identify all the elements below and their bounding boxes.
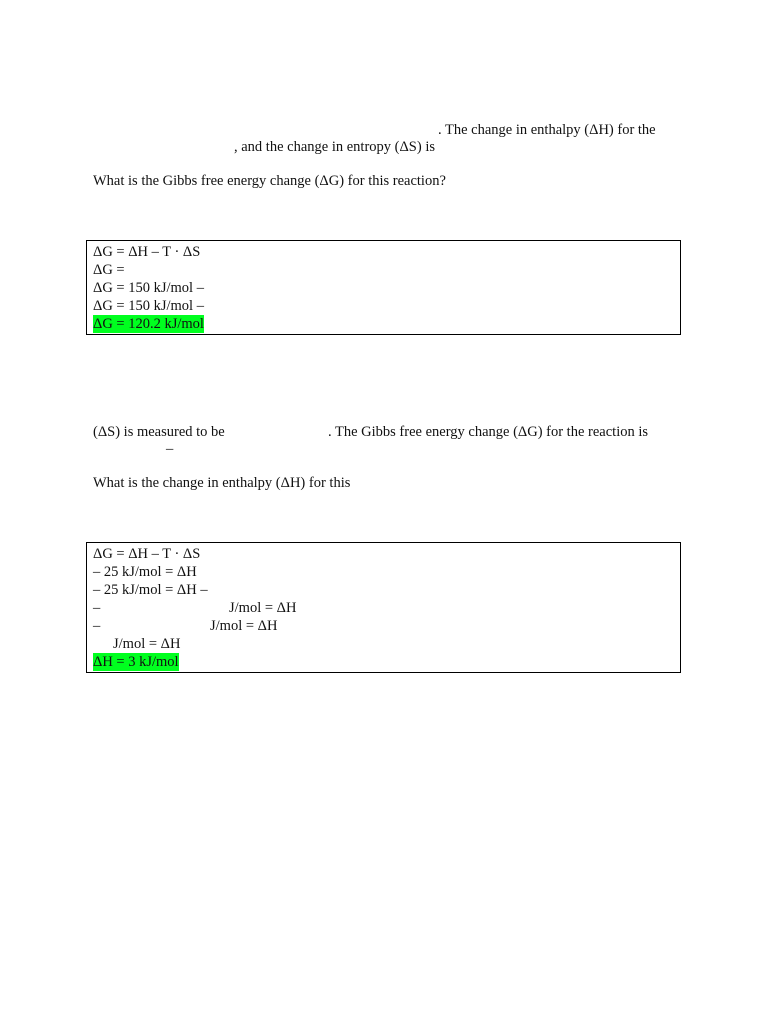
p2-text-line1-right: . The Gibbs free energy change (ΔG) for the reaction is — [328, 424, 649, 440]
p2-solution-step-4-dash: – — [93, 600, 101, 616]
p2-solution-step-2: – 25 kJ/mol = ΔH — [93, 564, 197, 580]
p1-solution-step-1: ΔG = ΔH – T · ΔS — [93, 244, 201, 260]
p2-solution-box — [86, 542, 681, 673]
p2-solution-step-4-rest: J/mol = ΔH — [229, 600, 297, 616]
p1-text-line2: , and the change in entropy (ΔS) is — [234, 139, 435, 155]
p2-solution-step-1: ΔG = ΔH – T · ΔS — [93, 546, 201, 562]
p1-solution-step-2: ΔG = — [93, 262, 125, 278]
p1-solution-answer: ΔG = 120.2 kJ/mol — [93, 316, 204, 332]
p1-solution-box — [86, 240, 681, 335]
p1-solution-step-4: ΔG = 150 kJ/mol – — [93, 298, 204, 314]
p2-solution-step-5-rest: J/mol = ΔH — [210, 618, 278, 634]
p1-solution-step-3: ΔG = 150 kJ/mol – — [93, 280, 204, 296]
p2-text-line1-left: (ΔS) is measured to be — [93, 424, 225, 440]
p1-question: What is the Gibbs free energy change (ΔG) for this reaction? — [93, 173, 446, 189]
p2-solution-answer: ΔH = 3 kJ/mol — [93, 654, 179, 670]
p1-text-line1: . The change in enthalpy (ΔH) for the — [438, 122, 656, 138]
p2-solution-step-6: J/mol = ΔH — [113, 636, 181, 652]
p2-question: What is the change in enthalpy (ΔH) for this — [93, 475, 351, 491]
p2-text-line2: – — [166, 441, 174, 457]
p2-solution-step-3: – 25 kJ/mol = ΔH – — [93, 582, 208, 598]
p2-solution-step-5-dash: – — [93, 618, 101, 634]
